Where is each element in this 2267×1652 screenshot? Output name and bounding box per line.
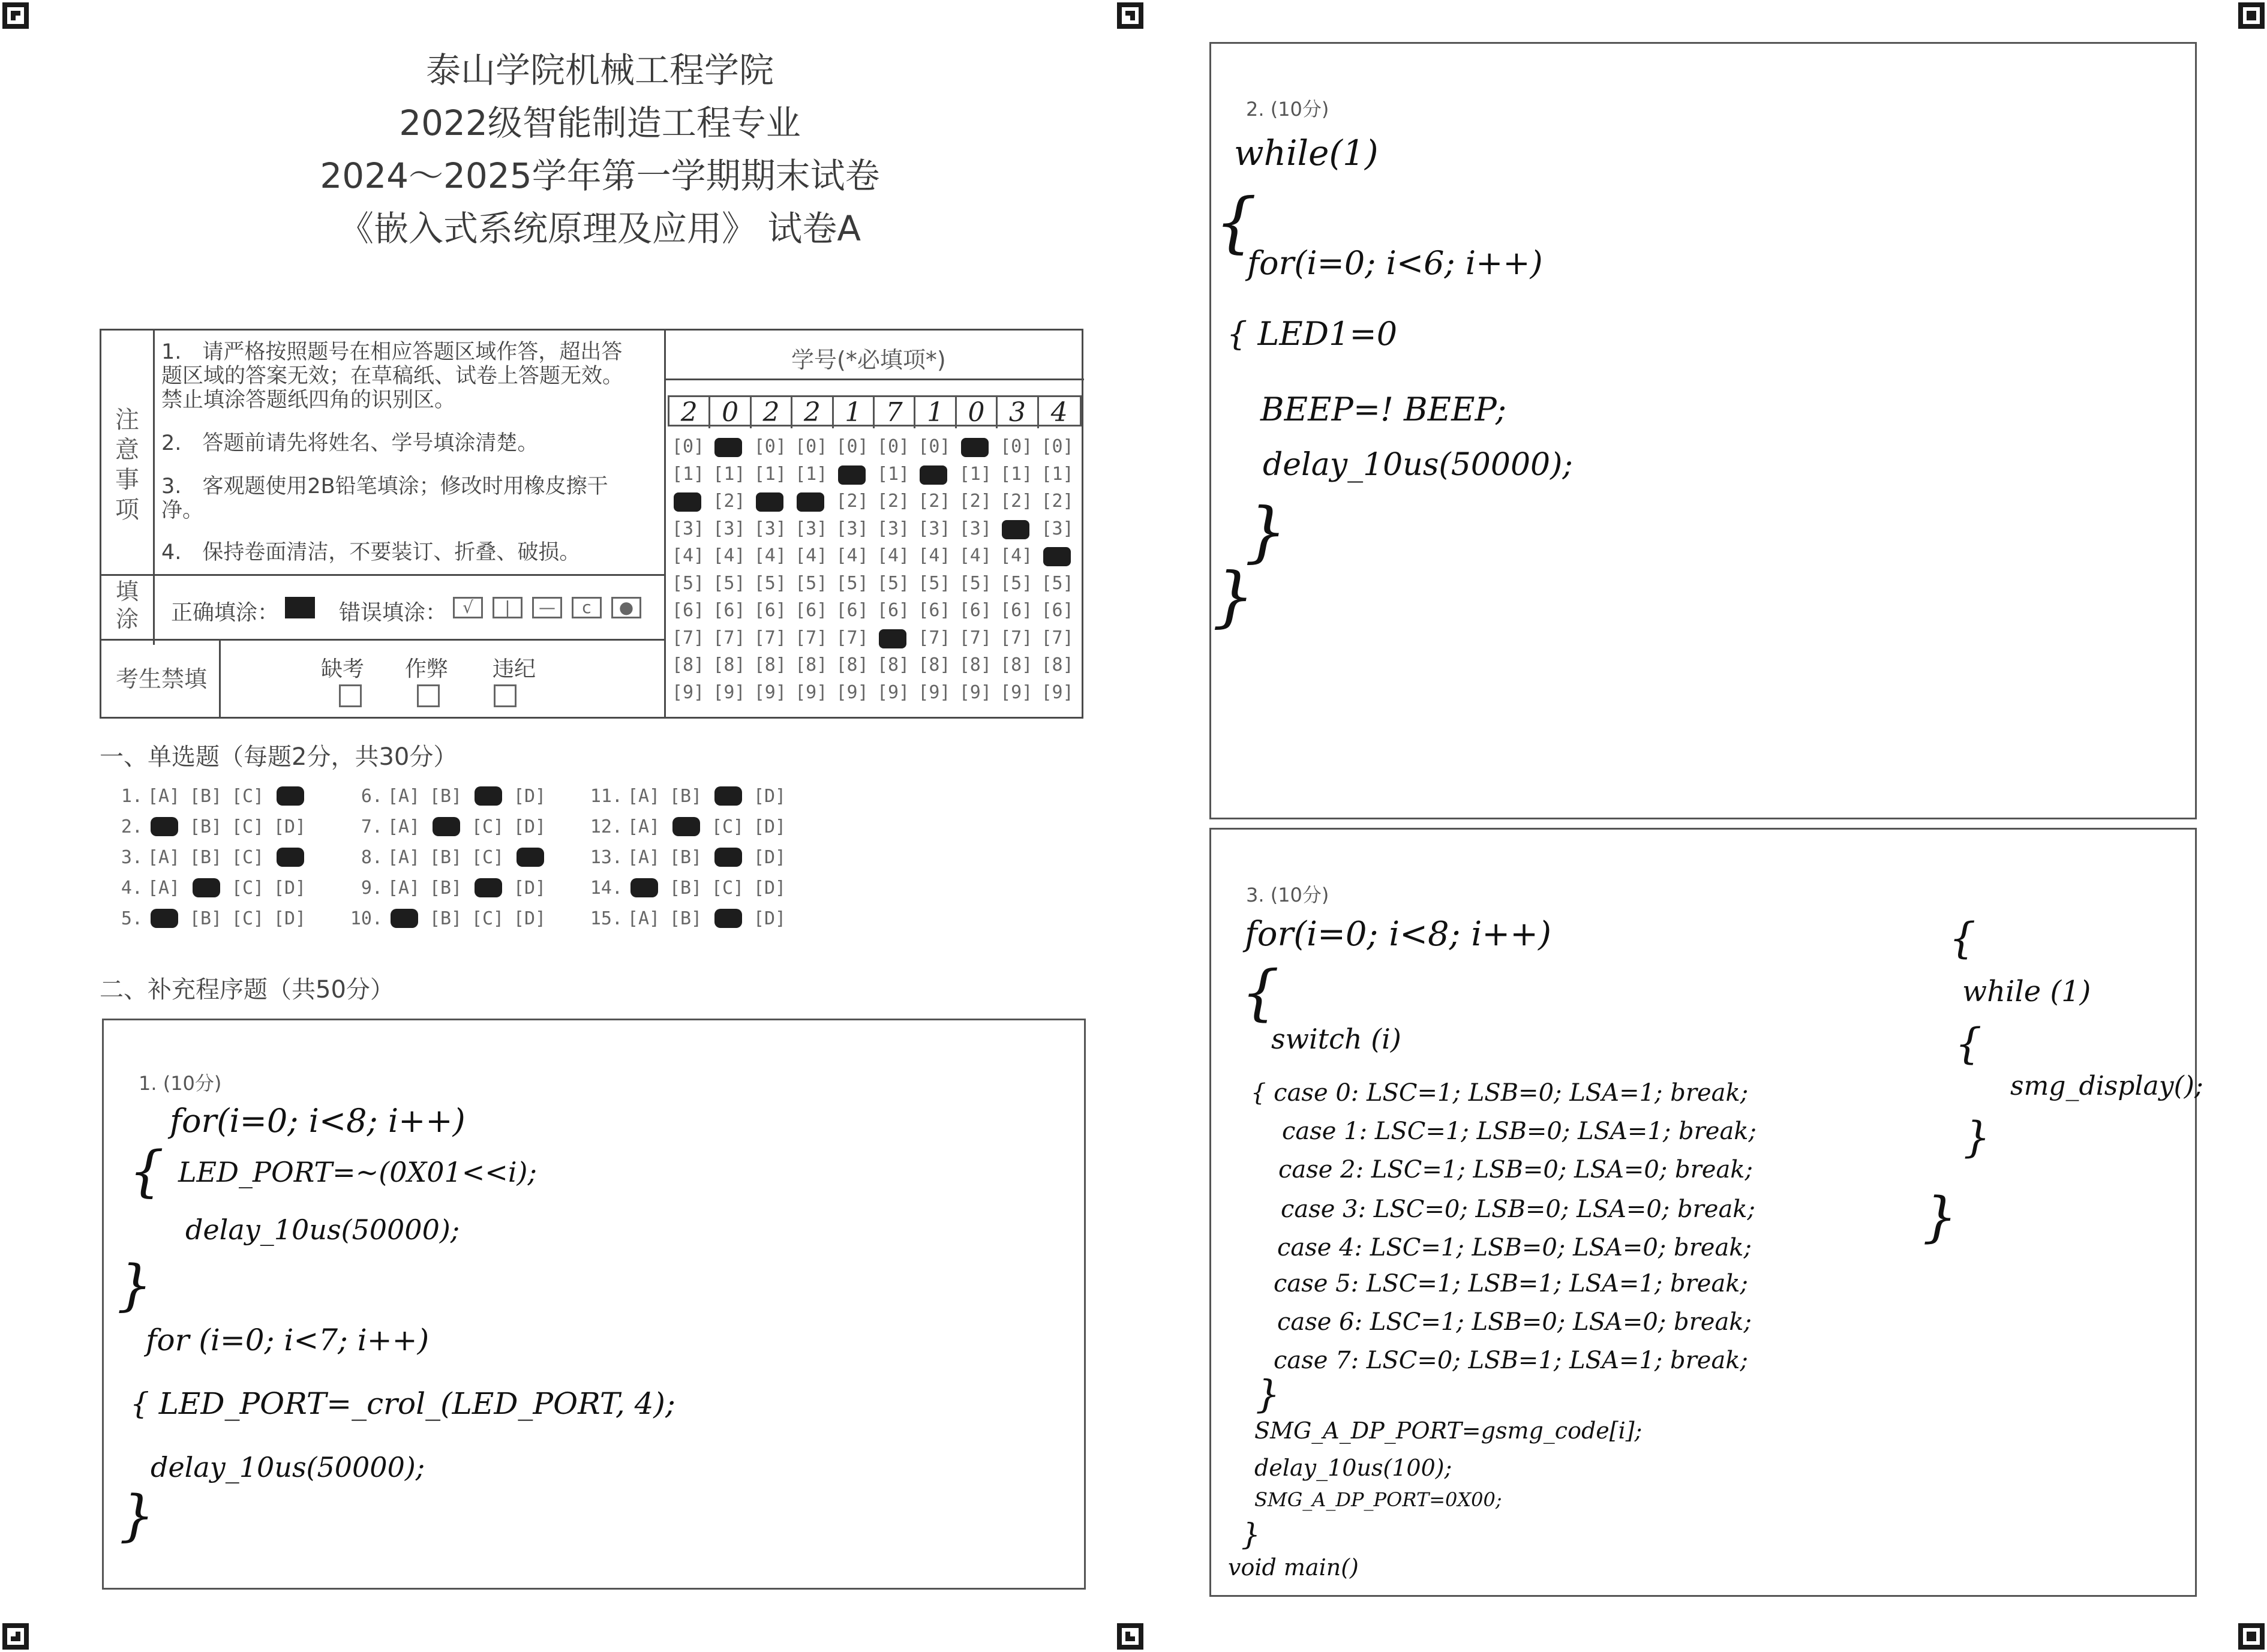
id-bubble-col7-8[interactable]: [8] <box>918 654 951 675</box>
id-bubble-col8-1[interactable]: [1] <box>959 463 992 485</box>
mc-q6-option-d[interactable]: [D] <box>513 786 547 807</box>
mc-q9-option-b[interactable]: [B] <box>429 878 463 899</box>
id-bubble-col6-8[interactable]: [8] <box>876 654 910 675</box>
status-cheat-label: 作弊 <box>405 657 449 681</box>
q2-line-5: BEEP=! BEEP; <box>1260 391 1507 428</box>
mc-q12-option-c[interactable]: [C] <box>711 816 744 837</box>
q3-right-line-1: { <box>1949 914 1976 963</box>
student-id-digit-7: 1 <box>915 397 956 428</box>
id-bubble-col4-0[interactable]: [0] <box>795 436 828 457</box>
id-bubble-col10-8[interactable]: [8] <box>1041 654 1074 675</box>
exam-status-label: 考生禁填 <box>115 666 207 692</box>
mc-q15-option-d[interactable]: [D] <box>753 908 786 929</box>
section2-title: 二、补充程序题（共50分） <box>100 976 394 1004</box>
mc-q2-option-a[interactable] <box>145 816 182 837</box>
mc-q4-option-d[interactable]: [D] <box>273 878 307 899</box>
id-bubble-col2-9[interactable]: [9] <box>713 681 746 703</box>
id-bubble-col4-7[interactable]: [7] <box>795 627 828 648</box>
id-bubble-col7-0[interactable]: [0] <box>918 436 951 457</box>
mc-q1-option-d[interactable] <box>271 786 308 807</box>
q2-line-7: } <box>1245 493 1287 570</box>
wrong-fill-circle: c <box>572 597 602 618</box>
registration-marker-bottom-left <box>2 1623 29 1650</box>
notice-item-3: 3. 客观题使用2B铅笔填涂；修改时用橡皮擦干净。 <box>161 474 608 522</box>
mc-q10-option-a[interactable] <box>385 908 422 929</box>
id-bubble-col5-2[interactable]: [2] <box>836 491 869 512</box>
id-bubble-col3-5[interactable]: [5] <box>753 572 786 594</box>
mc-question-number: 12. <box>590 816 623 837</box>
wrong-fill-label: 错误填涂： <box>339 600 448 625</box>
id-bubble-col2-6[interactable]: [6] <box>713 600 746 621</box>
registration-marker-top-center <box>1117 2 1143 29</box>
id-bubble-col8-8[interactable]: [8] <box>959 654 992 675</box>
exam-info-box <box>100 329 1083 719</box>
id-bubble-col3-1[interactable]: [1] <box>753 463 786 485</box>
mc-question-number: 11. <box>590 786 623 807</box>
id-bubble-col9-4[interactable]: [4] <box>1000 545 1033 566</box>
id-bubble-col1-4[interactable]: [4] <box>671 545 705 566</box>
id-bubble-col7-5[interactable]: [5] <box>918 572 951 594</box>
notice-label: 注意事项 <box>115 406 139 524</box>
id-bubble-col8-7[interactable]: [7] <box>959 627 992 648</box>
q2-line-8: } <box>1212 558 1254 635</box>
registration-marker-bottom-center <box>1117 1623 1143 1650</box>
registration-marker-bottom-right <box>2238 1623 2265 1650</box>
course-title: 《嵌入式系统原理及应用》 试卷A <box>338 208 861 249</box>
status-violation-checkbox[interactable] <box>494 684 517 707</box>
mc-q5-option-a[interactable] <box>145 908 182 929</box>
wrong-fill-dash: — <box>532 597 562 618</box>
mc-q13-option-d[interactable]: [D] <box>753 847 786 868</box>
q3-line-4: { case 0: LSC=1; LSB=0; LSA=1; break; <box>1251 1079 1749 1107</box>
mc-q11-option-a[interactable]: [A] <box>627 786 660 807</box>
id-bubble-col1-6[interactable]: [6] <box>671 600 705 621</box>
id-bubble-col7-4[interactable]: [4] <box>918 545 951 566</box>
mc-question-number: 2. <box>121 816 143 837</box>
mc-question-number: 3. <box>121 847 143 868</box>
q3-right-line-4: smg_display(); <box>2010 1071 2203 1101</box>
mc-q13-option-b[interactable]: [B] <box>669 847 702 868</box>
id-bubble-col4-1[interactable]: [1] <box>795 463 828 485</box>
q2-line-3: for(i=0; i<6; i++) <box>1247 244 1543 282</box>
q3-line-6: case 2: LSC=1; LSB=0; LSA=0; break; <box>1278 1156 1753 1184</box>
student-id-title: 学号(*必填项*) <box>791 347 946 373</box>
id-bubble-col9-3[interactable] <box>996 518 1037 539</box>
mc-q9-option-a[interactable]: [A] <box>387 878 421 899</box>
q1-line-3: LED_PORT=~(0X01<<i); <box>178 1156 537 1188</box>
q3-line-11: case 7: LSC=0; LSB=1; LSA=1; break; <box>1274 1347 1749 1374</box>
id-bubble-col2-7[interactable]: [7] <box>713 627 746 648</box>
id-bubble-col6-5[interactable]: [5] <box>876 572 910 594</box>
id-bubble-col2-8[interactable]: [8] <box>713 654 746 675</box>
id-bubble-col3-9[interactable]: [9] <box>753 681 786 703</box>
student-id-digit-10: 4 <box>1050 397 1068 428</box>
id-bubble-col9-5[interactable]: [5] <box>1000 572 1033 594</box>
id-bubble-col4-5[interactable]: [5] <box>795 572 828 594</box>
mc-q15-option-a[interactable]: [A] <box>627 908 660 929</box>
id-bubble-col8-2[interactable]: [2] <box>959 491 992 512</box>
id-bubble-col5-8[interactable]: [8] <box>836 654 869 675</box>
section1-title: 一、单选题（每题2分，共30分） <box>100 743 458 771</box>
id-bubble-col8-0[interactable] <box>955 436 996 457</box>
student-id-digit-9: 3 <box>998 397 1038 428</box>
id-bubble-col6-4[interactable]: [4] <box>876 545 910 566</box>
q3-line-12: } <box>1256 1372 1280 1417</box>
mc-q15-option-b[interactable]: [B] <box>669 908 702 929</box>
mc-q9-option-d[interactable]: [D] <box>513 878 547 899</box>
id-bubble-col5-1[interactable] <box>832 464 873 485</box>
student-id-digit-1: 2 <box>669 397 710 428</box>
q3-line-17: void main() <box>1228 1554 1359 1581</box>
q3-line-2: { <box>1241 957 1280 1028</box>
id-bubble-col8-4[interactable]: [4] <box>959 545 992 566</box>
id-bubble-col2-1[interactable]: [1] <box>713 463 746 485</box>
q2-answer-box <box>1209 42 2197 819</box>
q3-line-10: case 6: LSC=1; LSB=0; LSA=0; break; <box>1277 1308 1752 1336</box>
mc-q1-option-c[interactable]: [C] <box>231 786 265 807</box>
status-absent-checkbox[interactable] <box>339 684 362 707</box>
mc-question-number: 10. <box>350 908 383 929</box>
id-bubble-col3-6[interactable]: [6] <box>753 600 786 621</box>
id-bubble-col1-1[interactable]: [1] <box>671 463 705 485</box>
id-bubble-col4-9[interactable]: [9] <box>795 681 828 703</box>
mc-q10-option-c[interactable]: [C] <box>471 908 505 929</box>
mc-q5-option-b[interactable]: [B] <box>189 908 223 929</box>
q1-line-2: { <box>129 1139 164 1203</box>
id-bubble-col4-6[interactable]: [6] <box>795 600 828 621</box>
id-bubble-col9-8[interactable]: [8] <box>1000 654 1033 675</box>
id-bubble-col3-8[interactable]: [8] <box>753 654 786 675</box>
mc-q3-option-a[interactable]: [A] <box>147 847 181 868</box>
mc-q1-option-a[interactable]: [A] <box>147 786 181 807</box>
id-bubble-col10-1[interactable]: [1] <box>1041 463 1074 485</box>
mc-q2-option-b[interactable]: [B] <box>189 816 223 837</box>
registration-marker-top-right <box>2238 2 2265 29</box>
id-bubble-col2-3[interactable]: [3] <box>713 518 746 539</box>
q1-line-6: for (i=0; i<7; i++) <box>146 1323 430 1357</box>
id-bubble-col9-1[interactable]: [1] <box>1000 463 1033 485</box>
mc-q9-option-c[interactable] <box>469 878 506 899</box>
id-bubble-col1-3[interactable]: [3] <box>671 518 705 539</box>
mc-q5-option-c[interactable]: [C] <box>231 908 265 929</box>
mc-q5-option-d[interactable]: [D] <box>273 908 307 929</box>
student-id-digit-5: 1 <box>834 397 875 428</box>
mc-question-number: 7. <box>361 816 383 837</box>
id-bubble-col5-6[interactable]: [6] <box>836 600 869 621</box>
q2-label: 2. (10分) <box>1246 98 1329 121</box>
mc-question-number: 5. <box>121 908 143 929</box>
q3-right-line-3: { <box>1955 1019 1982 1068</box>
id-bubble-col8-9[interactable]: [9] <box>959 681 992 703</box>
q3-line-8: case 4: LSC=1; LSB=0; LSA=0; break; <box>1277 1234 1752 1261</box>
status-absent-label: 缺考 <box>321 657 365 681</box>
q3-answer-box <box>1209 828 2203 1597</box>
id-bubble-col4-2[interactable] <box>791 491 831 512</box>
id-bubble-col10-7[interactable]: [7] <box>1041 627 1074 648</box>
id-bubble-col4-4[interactable]: [4] <box>795 545 828 566</box>
id-bubble-col10-0[interactable]: [0] <box>1041 436 1074 457</box>
id-bubble-col4-3[interactable]: [3] <box>795 518 828 539</box>
mc-q8-option-a[interactable]: [A] <box>387 847 421 868</box>
id-bubble-col1-2[interactable] <box>668 491 708 512</box>
id-bubble-col6-6[interactable]: [6] <box>876 600 910 621</box>
notice-item-4: 4. 保持卷面清洁，不要装订、折叠、破损。 <box>161 540 581 564</box>
mc-q7-option-d[interactable]: [D] <box>513 816 547 837</box>
mc-q3-option-c[interactable]: [C] <box>231 847 265 868</box>
status-cheat-checkbox[interactable] <box>417 684 440 707</box>
student-id-digit-6: 7 <box>875 397 915 428</box>
id-bubble-col10-9[interactable]: [9] <box>1041 681 1074 703</box>
student-id-digit-2: 0 <box>710 397 751 428</box>
mc-q2-option-c[interactable]: [C] <box>231 816 265 837</box>
wrong-fill-dot: ● <box>611 597 641 618</box>
q3-line-13: SMG_A_DP_PORT=gsmg_code[i]; <box>1254 1417 1643 1444</box>
mc-q12-option-b[interactable] <box>667 816 704 837</box>
wrong-fill-bar: | <box>493 597 523 618</box>
mc-q14-option-c[interactable]: [C] <box>711 878 744 899</box>
id-bubble-col8-6[interactable]: [6] <box>959 600 992 621</box>
id-bubble-col1-0[interactable]: [0] <box>671 436 705 457</box>
id-bubble-col6-7[interactable] <box>873 627 914 648</box>
id-bubble-col1-5[interactable]: [5] <box>671 572 705 594</box>
q3-line-3: switch (i) <box>1271 1023 1401 1055</box>
multiple-choice-grid <box>100 786 879 942</box>
notice-item-1: 1. 请严格按照题号在相应答题区域作答，超出答题区域的答案无效；在草稿纸、试卷上答题无效。禁止填涂答题纸四角的识别区。 <box>161 340 624 412</box>
mc-q14-option-a[interactable] <box>625 878 662 899</box>
id-bubble-col1-8[interactable]: [8] <box>671 654 705 675</box>
id-bubble-col5-3[interactable]: [3] <box>836 518 869 539</box>
id-bubble-col9-6[interactable]: [6] <box>1000 600 1033 621</box>
mc-q4-option-c[interactable]: [C] <box>231 878 265 899</box>
id-bubble-col2-2[interactable]: [2] <box>713 491 746 512</box>
id-bubble-col7-2[interactable]: [2] <box>918 491 951 512</box>
id-bubble-col6-0[interactable]: [0] <box>876 436 910 457</box>
id-bubble-col3-3[interactable]: [3] <box>753 518 786 539</box>
status-violation-label: 违纪 <box>493 657 536 681</box>
id-bubble-col6-9[interactable]: [9] <box>876 681 910 703</box>
q3-line-16: } <box>1241 1517 1260 1552</box>
q3-label: 3. (10分) <box>1246 884 1329 906</box>
mc-q11-option-b[interactable]: [B] <box>669 786 702 807</box>
mc-q11-option-c[interactable] <box>709 786 746 807</box>
q3-right-line-5: } <box>1963 1113 1990 1162</box>
id-bubble-col1-9[interactable]: [9] <box>671 681 705 703</box>
q2-line-4: { LED1=0 <box>1227 315 1398 353</box>
id-bubble-col5-4[interactable]: [4] <box>836 545 869 566</box>
id-bubble-col6-1[interactable]: [1] <box>876 463 910 485</box>
id-bubble-col7-7[interactable]: [7] <box>918 627 951 648</box>
mc-q1-option-b[interactable]: [B] <box>189 786 223 807</box>
school-title: 泰山学院机械工程学院 <box>425 50 774 91</box>
mc-q7-option-a[interactable]: [A] <box>387 816 421 837</box>
q1-line-8: delay_10us(50000); <box>151 1451 425 1483</box>
q2-line-2: { <box>1215 184 1257 260</box>
mc-q13-option-a[interactable]: [A] <box>627 847 660 868</box>
id-bubble-col3-7[interactable]: [7] <box>753 627 786 648</box>
mc-q10-option-b[interactable]: [B] <box>429 908 463 929</box>
mc-question-number: 9. <box>361 878 383 899</box>
student-id-digits <box>668 395 1082 426</box>
q1-label: 1. (10分) <box>139 1072 222 1095</box>
id-bubble-col2-4[interactable]: [4] <box>713 545 746 566</box>
id-bubble-col6-3[interactable]: [3] <box>876 518 910 539</box>
id-bubble-col8-5[interactable]: [5] <box>959 572 992 594</box>
term-title: 2024～2025学年第一学期期末试卷 <box>320 155 880 196</box>
id-bubble-col2-0[interactable] <box>708 436 749 457</box>
id-bubble-col2-5[interactable]: [5] <box>713 572 746 594</box>
id-bubble-col7-3[interactable]: [3] <box>918 518 951 539</box>
id-bubble-col8-3[interactable]: [3] <box>959 518 992 539</box>
id-bubble-col5-5[interactable]: [5] <box>836 572 869 594</box>
notice-item-2: 2. 答题前请先将姓名、学号填涂清楚。 <box>161 431 539 455</box>
mc-question-number: 14. <box>590 878 623 899</box>
q3-line-9: case 5: LSC=1; LSB=1; LSA=1; break; <box>1274 1270 1749 1297</box>
id-bubble-col3-2[interactable] <box>750 491 791 512</box>
mc-q12-option-d[interactable]: [D] <box>753 816 786 837</box>
q3-line-15: SMG_A_DP_PORT=0X00; <box>1254 1488 1502 1511</box>
id-bubble-col1-7[interactable]: [7] <box>671 627 705 648</box>
student-id-digit-4: 2 <box>792 397 833 428</box>
q1-line-5: } <box>117 1253 152 1317</box>
mc-q7-option-b[interactable] <box>427 816 464 837</box>
mc-q2-option-d[interactable]: [D] <box>273 816 307 837</box>
mc-q6-option-b[interactable]: [B] <box>429 786 463 807</box>
id-bubble-col10-3[interactable]: [3] <box>1041 518 1074 539</box>
id-bubble-col9-7[interactable]: [7] <box>1000 627 1033 648</box>
correct-fill-label: 正确填涂： <box>171 600 280 625</box>
mc-q15-option-c[interactable] <box>709 908 746 929</box>
id-bubble-col9-9[interactable]: [9] <box>1000 681 1033 703</box>
q1-line-7: { LED_PORT=_crol_(LED_PORT, 4); <box>130 1386 675 1421</box>
mc-q4-option-a[interactable]: [A] <box>147 878 181 899</box>
id-bubble-col10-6[interactable]: [6] <box>1041 600 1074 621</box>
mc-question-number: 8. <box>361 847 383 868</box>
mc-q4-option-b[interactable] <box>187 878 224 899</box>
mc-q3-option-b[interactable]: [B] <box>189 847 223 868</box>
id-bubble-col5-0[interactable]: [0] <box>836 436 869 457</box>
q2-line-6: delay_10us(50000); <box>1263 447 1573 483</box>
mc-question-number: 1. <box>121 786 143 807</box>
mc-question-number: 13. <box>590 847 623 868</box>
id-bubble-col3-0[interactable]: [0] <box>753 436 786 457</box>
mc-question-number: 6. <box>361 786 383 807</box>
mc-q3-option-d[interactable] <box>271 847 308 868</box>
id-bubble-col5-7[interactable]: [7] <box>836 627 869 648</box>
student-id-bubble-grid <box>668 436 1082 712</box>
id-bubble-col5-9[interactable]: [9] <box>836 681 869 703</box>
q3-right-line-6: } <box>1923 1186 1957 1249</box>
id-bubble-col9-2[interactable]: [2] <box>1000 491 1033 512</box>
mc-q11-option-d[interactable]: [D] <box>753 786 786 807</box>
correct-fill-sample <box>285 597 315 618</box>
q3-line-1: for(i=0; i<8; i++) <box>1245 915 1551 954</box>
q2-line-1: while(1) <box>1234 133 1379 173</box>
mc-q14-option-d[interactable]: [D] <box>753 878 786 899</box>
id-bubble-col10-5[interactable]: [5] <box>1041 572 1074 594</box>
mc-q8-option-c[interactable]: [C] <box>471 847 505 868</box>
mc-q7-option-c[interactable]: [C] <box>471 816 505 837</box>
student-id-digit-8: 0 <box>957 397 998 428</box>
q1-line-4: delay_10us(50000); <box>185 1214 460 1246</box>
q3-line-5: case 1: LSC=1; LSB=0; LSA=1; break; <box>1282 1118 1757 1145</box>
mc-question-number: 4. <box>121 878 143 899</box>
id-bubble-col3-4[interactable]: [4] <box>753 545 786 566</box>
student-id-digit-3: 2 <box>752 397 792 428</box>
id-bubble-col7-9[interactable]: [9] <box>918 681 951 703</box>
q3-right-line-2: while (1) <box>1962 975 2091 1008</box>
id-bubble-col9-0[interactable]: [0] <box>1000 436 1033 457</box>
id-bubble-col7-6[interactable]: [6] <box>918 600 951 621</box>
id-bubble-col10-2[interactable]: [2] <box>1041 491 1074 512</box>
registration-marker-top-left <box>2 2 29 29</box>
mc-q6-option-c[interactable] <box>469 786 506 807</box>
q3-line-14: delay_10us(100); <box>1254 1455 1452 1481</box>
wrong-fill-check: √ <box>453 597 483 618</box>
mc-q12-option-a[interactable]: [A] <box>627 816 660 837</box>
mc-q10-option-d[interactable]: [D] <box>513 908 547 929</box>
mc-question-number: 15. <box>590 908 623 929</box>
id-bubble-col10-4[interactable] <box>1037 545 1078 566</box>
id-bubble-col6-2[interactable]: [2] <box>876 491 910 512</box>
mc-q8-option-b[interactable]: [B] <box>429 847 463 868</box>
q1-line-9: } <box>119 1483 155 1548</box>
id-bubble-col4-8[interactable]: [8] <box>795 654 828 675</box>
id-bubble-col7-1[interactable] <box>914 464 954 485</box>
major-title: 2022级智能制造工程专业 <box>399 103 801 143</box>
q3-line-7: case 3: LSC=0; LSB=0; LSA=0; break; <box>1281 1196 1756 1223</box>
mc-q6-option-a[interactable]: [A] <box>387 786 421 807</box>
q1-line-1: for(i=0; i<8; i++) <box>170 1102 466 1140</box>
mc-q8-option-d[interactable] <box>511 847 548 868</box>
q1-answer-box <box>102 1019 1086 1590</box>
mc-q14-option-b[interactable]: [B] <box>669 878 702 899</box>
fill-guide-label: 填涂 <box>115 578 139 632</box>
mc-q13-option-c[interactable] <box>709 847 746 868</box>
